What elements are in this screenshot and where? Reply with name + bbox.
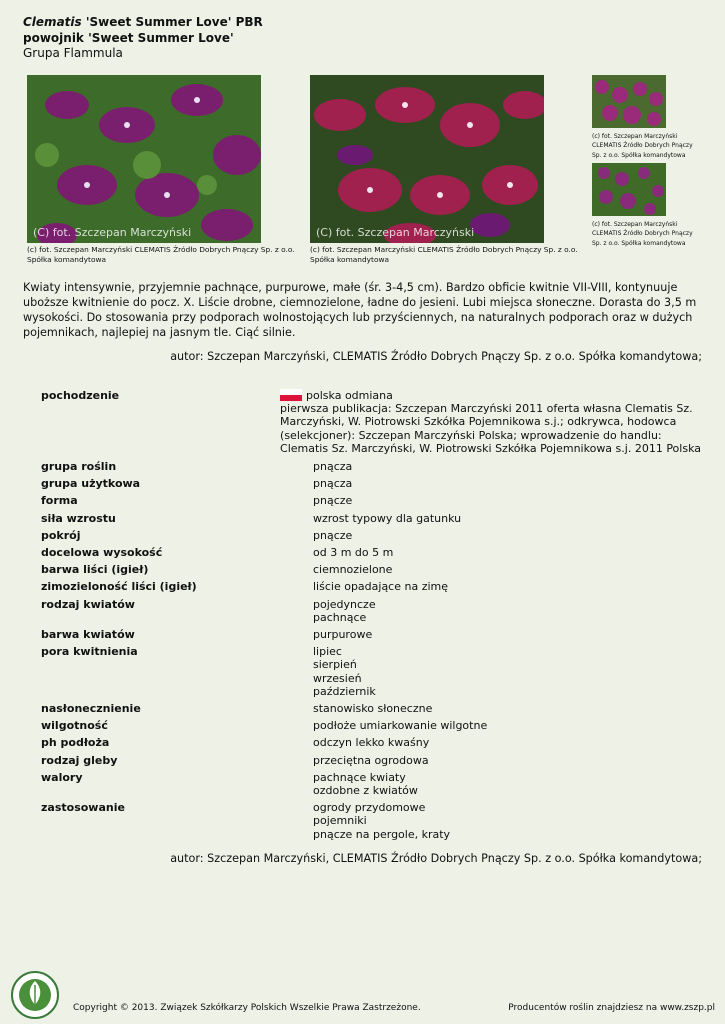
property-row xyxy=(41,598,701,624)
property-value-line: Marczyński, W. Piotrowski Szkółka Pojemnikowa s.j.; odkrywca, hodowca xyxy=(280,415,677,429)
photo-4-image xyxy=(592,163,666,216)
property-label: grupa użytkowa xyxy=(41,477,141,491)
property-row xyxy=(41,563,701,576)
property-value-line: pnącze xyxy=(313,528,353,542)
property-label: barwa liści (igieł) xyxy=(41,563,149,577)
property-row xyxy=(41,546,701,559)
property-value-line: wrzesień xyxy=(313,671,362,685)
property-value-line: podłoże umiarkowanie wilgotne xyxy=(313,719,488,733)
property-label: zastosowanie xyxy=(41,801,125,815)
property-value xyxy=(313,546,701,559)
property-value xyxy=(313,702,701,715)
property-value-line: pojemniki xyxy=(313,814,367,828)
property-row xyxy=(41,801,701,841)
origin-text: polska odmiana xyxy=(306,389,393,402)
property-value-line xyxy=(280,389,701,402)
photo-1-caption: (c) fot. Szczepan Marczyński CLEMATIS Źródło Dobrych Pnączy Sp. z o.o. Spółka komandytowa xyxy=(27,245,295,264)
property-value-line: liście opadające na zimę xyxy=(313,580,449,594)
property-label: wilgotność xyxy=(41,719,108,733)
property-value xyxy=(313,736,701,749)
property-value xyxy=(313,529,701,542)
property-row xyxy=(41,645,701,698)
photo-3-caption-line-1: (c) fot. Szczepan Marczyński CLEMATIS Źródło Dobrych Pnączy xyxy=(592,133,693,149)
photo-1[interactable] xyxy=(27,75,261,243)
property-value xyxy=(313,512,701,525)
author-top: autor: Szczepan Marczyński, CLEMATIS Źródło Dobrych Pnączy Sp. z o.o. Spółka komandytowa; xyxy=(170,350,702,363)
photo-3-image xyxy=(592,75,666,128)
property-value-line: odczyn lekko kwaśny xyxy=(313,736,430,750)
property-value-line: pnącza xyxy=(313,460,353,474)
photo-3[interactable] xyxy=(592,75,666,128)
property-row xyxy=(41,460,701,473)
property-label: pora kwitnienia xyxy=(41,645,138,659)
property-value-line: od 3 m do 5 m xyxy=(313,546,394,560)
property-label: zimozieloność liści (igieł) xyxy=(41,580,197,594)
property-label: pochodzenie xyxy=(41,389,120,402)
property-row xyxy=(41,719,701,732)
zszp-logo[interactable] xyxy=(11,971,59,1019)
property-value xyxy=(313,598,701,624)
property-value xyxy=(313,719,701,732)
property-value-line: (selekcjoner): Szczepan Marczyński Polska; wprowadzenie do handlu: xyxy=(280,428,662,442)
photo-2[interactable] xyxy=(310,75,544,243)
property-value xyxy=(313,754,701,767)
photo-2-image xyxy=(310,75,544,243)
property-row xyxy=(41,754,701,767)
photo-4-caption-line-2: Sp. z o.o. Spółka komandytowa xyxy=(592,240,686,247)
property-value-line: ozdobne z kwiatów xyxy=(313,784,418,798)
property-value xyxy=(313,645,701,698)
producers-link[interactable]: Producentów roślin znajdziesz na www.zszp.pl xyxy=(508,1003,715,1013)
polish-flag-icon xyxy=(280,389,302,401)
property-value xyxy=(313,771,701,797)
property-value-line: lipiec xyxy=(313,645,342,659)
copyright-text: Copyright © 2013. Związek Szkółkarzy Polskich Wszelkie Prawa Zastrzeżone. xyxy=(73,1003,421,1013)
property-value-line: wzrost typowy dla gatunku xyxy=(313,511,462,525)
property-value-line: Clematis Sz. Marczyński, W. Piotrowski Szkółka Pojemnikowa s.j. 2011 Polska xyxy=(280,441,701,455)
photo-1-watermark: (C) fot. Szczepan Marczyński xyxy=(33,226,192,239)
property-label: grupa roślin xyxy=(41,460,117,474)
property-row xyxy=(41,702,701,715)
property-value xyxy=(313,494,701,507)
property-row xyxy=(41,736,701,749)
property-value xyxy=(280,389,701,455)
property-value-line: ciemnozielone xyxy=(313,563,393,577)
photo-4-caption xyxy=(592,221,702,249)
property-label: nasłonecznienie xyxy=(41,702,141,716)
property-value-line: pachnące xyxy=(313,610,367,624)
property-value-line: ogrody przydomowe xyxy=(313,801,426,815)
property-row xyxy=(41,494,701,507)
plant-title xyxy=(23,14,263,46)
property-label: pokrój xyxy=(41,528,81,542)
property-value-line: pojedyncze xyxy=(313,597,376,611)
property-value-line: pnącze xyxy=(313,494,353,508)
property-value-line: przeciętna ogrodowa xyxy=(313,753,429,767)
property-value-line: stanowisko słoneczne xyxy=(313,702,433,716)
photo-3-caption-line-2: Sp. z o.o. Spółka komandytowa xyxy=(592,152,686,159)
property-value-line: pnącza xyxy=(313,477,353,491)
polish-name: powojnik 'Sweet Summer Love' xyxy=(23,31,234,45)
photo-2-watermark: (C) fot. Szczepan Marczyński xyxy=(316,226,475,239)
property-row xyxy=(41,628,701,641)
property-value-line: pierwsza publikacja: Szczepan Marczyński 2011 oferta własna Clematis Sz. xyxy=(280,402,693,416)
property-label: rodzaj kwiatów xyxy=(41,597,135,611)
property-row xyxy=(41,477,701,490)
property-value xyxy=(313,628,701,641)
property-value-line: październik xyxy=(313,684,376,698)
property-label: docelowa wysokość xyxy=(41,546,163,560)
photo-3-caption xyxy=(592,133,702,161)
property-label: siła wzrostu xyxy=(41,511,116,525)
property-value-line: pachnące kwiaty xyxy=(313,770,406,784)
photo-2-caption: (c) fot. Szczepan Marczyński CLEMATIS Źródło Dobrych Pnączy Sp. z o.o. Spółka komandytowa xyxy=(310,245,578,264)
property-value xyxy=(313,580,701,593)
property-label: rodzaj gleby xyxy=(41,753,118,767)
property-value-line: sierpień xyxy=(313,658,357,672)
property-value-line: purpurowe xyxy=(313,628,373,642)
genus-name: Clematis xyxy=(23,15,82,29)
property-label: ph podłoża xyxy=(41,736,110,750)
property-label: forma xyxy=(41,494,78,508)
plant-description: Kwiaty intensywnie, przyjemnie pachnące, purpurowe, małe (śr. 3-4,5 cm). Bardzo obficie kwitnie VII-VIII, kontynuuje uboższe kwitnienie do pocz. X. Liście drobne, ciemnozielone, ładne do jesieni. Lubi miejsca słoneczne. Dorasta do 3,5 m wysokości. Do stosowania przy podporach wolnostojących lub przyściennych, na naturalnych podporach oraz w dużych pojemnikach, najlepiej na jasnym tle. Ciąć silnie. xyxy=(23,281,697,339)
property-row xyxy=(41,529,701,542)
plant-group: Grupa Flammula xyxy=(23,46,123,60)
property-value-line: pnącze na pergole, kraty xyxy=(313,827,451,841)
property-row xyxy=(41,580,701,593)
property-label: walory xyxy=(41,770,83,784)
property-value xyxy=(313,460,701,473)
property-value xyxy=(313,801,701,841)
photo-4[interactable] xyxy=(592,163,666,216)
property-row xyxy=(41,389,701,455)
property-row xyxy=(41,512,701,525)
cultivar-name: 'Sweet Summer Love' PBR xyxy=(85,15,263,29)
property-label: barwa kwiatów xyxy=(41,628,135,642)
property-row xyxy=(41,771,701,797)
photo-4-caption-line-1: (c) fot. Szczepan Marczyński CLEMATIS Źródło Dobrych Pnączy xyxy=(592,221,693,237)
property-value xyxy=(313,477,701,490)
photo-1-image xyxy=(27,75,261,243)
property-value xyxy=(313,563,701,576)
author-bottom: autor: Szczepan Marczyński, CLEMATIS Źródło Dobrych Pnączy Sp. z o.o. Spółka komandytowa; xyxy=(170,852,702,865)
properties-table xyxy=(41,389,701,845)
